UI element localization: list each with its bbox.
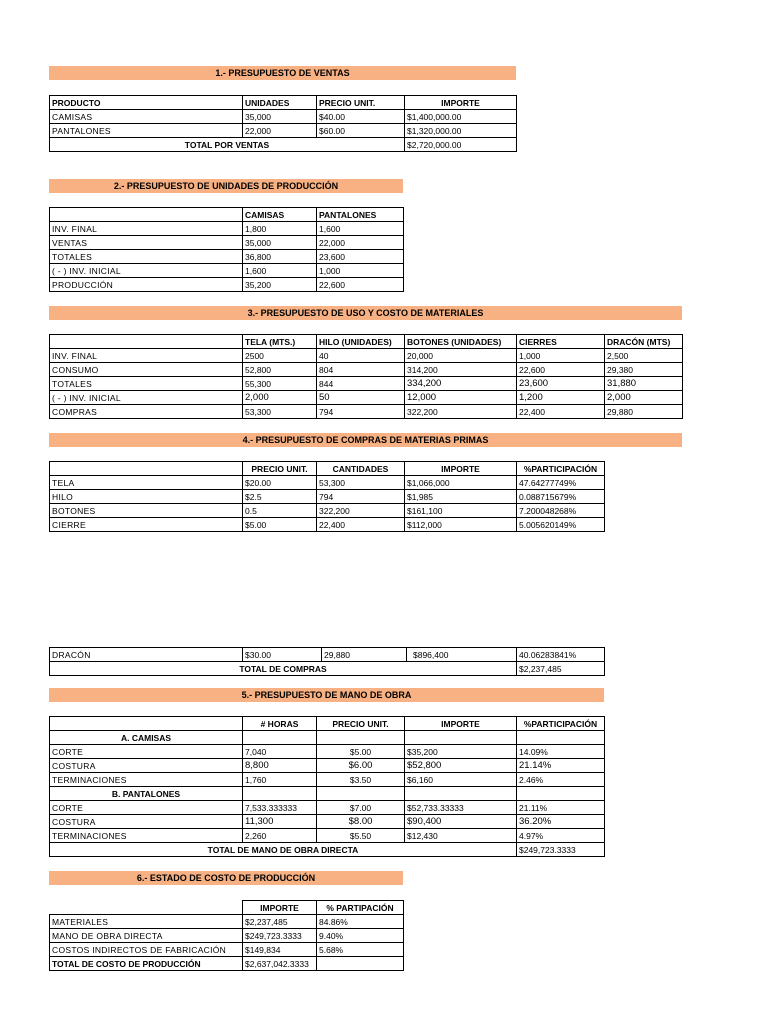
cell: 53,300 <box>243 405 317 419</box>
cell: $3.50 <box>317 773 405 787</box>
cell: 11,300 <box>243 815 317 829</box>
row-label: CORTE <box>50 745 243 759</box>
header-cell: PRECIO UNIT. <box>317 717 405 731</box>
cell: 804 <box>317 363 405 377</box>
row-label: CAMISAS <box>50 110 243 124</box>
cell: 2,000 <box>243 391 317 405</box>
cell: 29,880 <box>605 405 683 419</box>
table-row <box>50 490 605 504</box>
cell: 322,200 <box>317 504 405 518</box>
raw-materials-purchases-continued <box>49 647 605 676</box>
cell: 2,260 <box>243 829 317 843</box>
section-2-title: 2.- PRESUPUESTO DE UNIDADES DE PRODUCCIÓN <box>49 179 403 193</box>
table-row <box>50 405 683 419</box>
cell: $149,834 <box>243 943 317 957</box>
materials-usage-table <box>49 334 683 419</box>
cell: 52,800 <box>243 363 317 377</box>
header-cell <box>50 717 243 731</box>
header-cell: IMPORTE <box>405 717 517 731</box>
cell: 40 <box>317 349 405 363</box>
group-row <box>50 731 605 745</box>
cell: 22,000 <box>317 236 404 250</box>
cell: $20.00 <box>243 476 317 490</box>
cell: $90,400 <box>405 815 517 829</box>
section-3-title: 3.- PRESUPUESTO DE USO Y COSTO DE MATERIALES <box>49 306 682 320</box>
cell: 35,000 <box>243 110 317 124</box>
row-label: TOTALES <box>50 250 243 264</box>
cell: 36.20% <box>517 815 605 829</box>
row-label: COSTURA <box>50 759 243 773</box>
production-units-table <box>49 207 404 292</box>
cell: 35,200 <box>243 278 317 292</box>
table-row <box>50 110 517 124</box>
cell: 31,880 <box>605 377 683 391</box>
header-cell: %PARTICIPACIÓN <box>517 462 605 476</box>
header-cell: IMPORTE <box>243 901 317 915</box>
sales-budget-table <box>49 95 517 152</box>
cell: 22,400 <box>517 405 605 419</box>
cell: $5.00 <box>243 518 317 532</box>
cell: 322,200 <box>405 405 517 419</box>
cell: $1,985 <box>405 490 517 504</box>
cell: 2.46% <box>517 773 605 787</box>
cell: 50 <box>317 391 405 405</box>
total-row <box>50 662 605 676</box>
cell: $112,000 <box>405 518 517 532</box>
row-label: CIERRE <box>50 518 243 532</box>
cell: 334,200 <box>405 377 517 391</box>
total-value: $2,637,042.3333 <box>243 957 317 971</box>
total-value: $2,720,000.00 <box>405 138 517 152</box>
row-label: INV. FINAL <box>50 222 243 236</box>
table-row <box>50 518 605 532</box>
table-header-row <box>50 96 517 110</box>
cell: 29,880 <box>322 648 407 662</box>
row-label: ( - ) INV. INICIAL <box>50 264 243 278</box>
cell: $40.00 <box>317 110 405 124</box>
cell: 8,800 <box>243 759 317 773</box>
header-cell: # HORAS <box>243 717 317 731</box>
header-cell: BOTONES (UNIDADES) <box>405 335 517 349</box>
table-row <box>50 829 605 843</box>
total-label: TOTAL DE COSTO DE PRODUCCIÓN <box>50 957 243 971</box>
row-label: CONSUMO <box>50 363 243 377</box>
cell: 5.005620149% <box>517 518 605 532</box>
section-1-title: 1.- PRESUPUESTO DE VENTAS <box>49 66 516 80</box>
header-cell <box>50 208 243 222</box>
cell: $52,800 <box>405 759 517 773</box>
row-label: COMPRAS <box>50 405 243 419</box>
row-label: PRODUCCIÓN <box>50 278 243 292</box>
cell: 1,800 <box>243 222 317 236</box>
row-label: INV. FINAL <box>50 349 243 363</box>
cell: $161,100 <box>405 504 517 518</box>
total-label: TOTAL POR VENTAS <box>50 138 405 152</box>
row-label: TELA <box>50 476 243 490</box>
header-cell: UNIDADES <box>243 96 317 110</box>
cell: $5.50 <box>317 829 405 843</box>
cell: 7.200048268% <box>517 504 605 518</box>
total-value: $249,723.3333 <box>517 843 605 857</box>
cell: 0.5 <box>243 504 317 518</box>
cell: 23,600 <box>517 377 605 391</box>
cell: $8.00 <box>317 815 405 829</box>
cell: 2500 <box>243 349 317 363</box>
total-value: $2,237,485 <box>517 662 605 676</box>
row-label: COSTURA <box>50 815 243 829</box>
cell: $5.00 <box>317 745 405 759</box>
section-4-title: 4.- PRESUPUESTO DE COMPRAS DE MATERIAS PRIMAS <box>49 433 682 447</box>
cell: 844 <box>317 377 405 391</box>
cell: 29,380 <box>605 363 683 377</box>
cell: $2.5 <box>243 490 317 504</box>
cell: $249,723.3333 <box>243 929 317 943</box>
cell: 35,000 <box>243 236 317 250</box>
row-label: VENTAS <box>50 236 243 250</box>
cell: 84.86% <box>317 915 404 929</box>
table-header-row <box>50 901 404 915</box>
header-cell <box>50 462 243 476</box>
cell <box>317 957 404 971</box>
group-label: B. PANTALONES <box>50 787 243 801</box>
table-row <box>50 363 683 377</box>
row-label: TERMINACIONES <box>50 829 243 843</box>
header-cell: CAMISAS <box>243 208 317 222</box>
total-row <box>50 138 517 152</box>
cell: 2,500 <box>605 349 683 363</box>
total-row <box>50 957 404 971</box>
production-cost-table <box>49 900 404 971</box>
section-6-title: 6.- ESTADO DE COSTO DE PRODUCCIÓN <box>49 871 403 885</box>
cell: $6,160 <box>405 773 517 787</box>
table-row <box>50 929 404 943</box>
table-row <box>50 759 605 773</box>
table-row <box>50 801 605 815</box>
row-label: ( - ) INV. INICIAL <box>50 391 243 405</box>
cell: 1,760 <box>243 773 317 787</box>
header-cell: TELA (MTS.) <box>243 335 317 349</box>
table-header-row <box>50 335 683 349</box>
row-label: MATERIALES <box>50 915 243 929</box>
header-cell: CANTIDADES <box>317 462 405 476</box>
row-label: MANO DE OBRA DIRECTA <box>50 929 243 943</box>
labor-budget-table <box>49 716 605 857</box>
cell: 20,000 <box>405 349 517 363</box>
cell: $60.00 <box>317 124 405 138</box>
cell: 5.68% <box>317 943 404 957</box>
cell: 14.09% <box>517 745 605 759</box>
row-label: PANTALONES <box>50 124 243 138</box>
header-cell: HILO (UNIDADES) <box>317 335 405 349</box>
cell: 21.11% <box>517 801 605 815</box>
total-label: TOTAL DE COMPRAS <box>50 662 517 676</box>
total-label: TOTAL DE MANO DE OBRA DIRECTA <box>50 843 517 857</box>
cell: 47.64277749% <box>517 476 605 490</box>
cell: 794 <box>317 405 405 419</box>
cell: 36,800 <box>243 250 317 264</box>
table-header-row <box>50 717 605 731</box>
cell: $6.00 <box>317 759 405 773</box>
table-row <box>50 943 404 957</box>
row-label: TOTALES <box>50 377 243 391</box>
table-row <box>50 377 683 391</box>
header-cell: CIERRES <box>517 335 605 349</box>
table-row <box>50 745 605 759</box>
cell: 0.088715679% <box>517 490 605 504</box>
row-label: TERMINACIONES <box>50 773 243 787</box>
cell: $2,237,485 <box>243 915 317 929</box>
cell: 1,600 <box>317 222 404 236</box>
group-label: A. CAMISAS <box>50 731 243 745</box>
row-label: HILO <box>50 490 243 504</box>
cell: $35,200 <box>405 745 517 759</box>
cell: 4.97% <box>517 829 605 843</box>
row-label: COSTOS INDIRECTOS DE FABRICACIÓN <box>50 943 243 957</box>
table-row <box>50 278 404 292</box>
header-cell: PANTALONES <box>317 208 404 222</box>
cell: 1,000 <box>517 349 605 363</box>
header-cell: DRACÓN (MTS) <box>605 335 683 349</box>
table-row <box>50 264 404 278</box>
header-cell <box>50 335 243 349</box>
cell: 9.40% <box>317 929 404 943</box>
cell: $7.00 <box>317 801 405 815</box>
header-cell: IMPORTE <box>405 462 517 476</box>
cell: $52,733.33333 <box>405 801 517 815</box>
table-row <box>50 773 605 787</box>
cell: 12,000 <box>405 391 517 405</box>
cell: 53,300 <box>317 476 405 490</box>
header-cell: %PARTICIPACIÓN <box>517 717 605 731</box>
cell: $1,320,000.00 <box>405 124 517 138</box>
table-row <box>50 504 605 518</box>
cell: 794 <box>317 490 405 504</box>
header-cell <box>50 901 243 915</box>
cell: $1,400,000.00 <box>405 110 517 124</box>
table-row <box>50 236 404 250</box>
header-cell: PRODUCTO <box>50 96 243 110</box>
table-row <box>50 349 683 363</box>
cell: 1,600 <box>243 264 317 278</box>
cell: $12,430 <box>405 829 517 843</box>
cell: 22,000 <box>243 124 317 138</box>
cell: 22,600 <box>517 363 605 377</box>
table-header-row <box>50 462 605 476</box>
table-row <box>50 915 404 929</box>
raw-materials-purchases-table <box>49 461 605 532</box>
row-label: BOTONES <box>50 504 243 518</box>
section-5-title: 5.- PRESUPUESTO DE MANO DE OBRA <box>49 688 604 702</box>
table-row <box>50 250 404 264</box>
row-label: CORTE <box>50 801 243 815</box>
cell: 21.14% <box>517 759 605 773</box>
cell: 1,000 <box>317 264 404 278</box>
cell: $30.00 <box>243 648 322 662</box>
cell: 314,200 <box>405 363 517 377</box>
table-row <box>50 476 605 490</box>
cell: 7,533.333333 <box>243 801 317 815</box>
header-cell: IMPORTE <box>405 96 517 110</box>
table-row <box>50 815 605 829</box>
table-row <box>50 222 404 236</box>
table-row <box>50 648 605 662</box>
header-cell: % PARTIPACIÓN <box>317 901 404 915</box>
cell: 22,400 <box>317 518 405 532</box>
cell: 23,600 <box>317 250 404 264</box>
table-header-row <box>50 208 404 222</box>
cell: 55,300 <box>243 377 317 391</box>
row-label: DRACÓN <box>50 648 243 662</box>
cell: 2,000 <box>605 391 683 405</box>
total-row <box>50 843 605 857</box>
header-cell: PRECIO UNIT. <box>243 462 317 476</box>
cell: $1,066,000 <box>405 476 517 490</box>
cell: 7,040 <box>243 745 317 759</box>
cell: 22,600 <box>317 278 404 292</box>
cell: 40.06283841% <box>517 648 605 662</box>
group-row <box>50 787 605 801</box>
cell: $896,400 <box>407 648 517 662</box>
cell: 1,200 <box>517 391 605 405</box>
header-cell: PRECIO UNIT. <box>317 96 405 110</box>
table-row <box>50 391 683 405</box>
table-row <box>50 124 517 138</box>
